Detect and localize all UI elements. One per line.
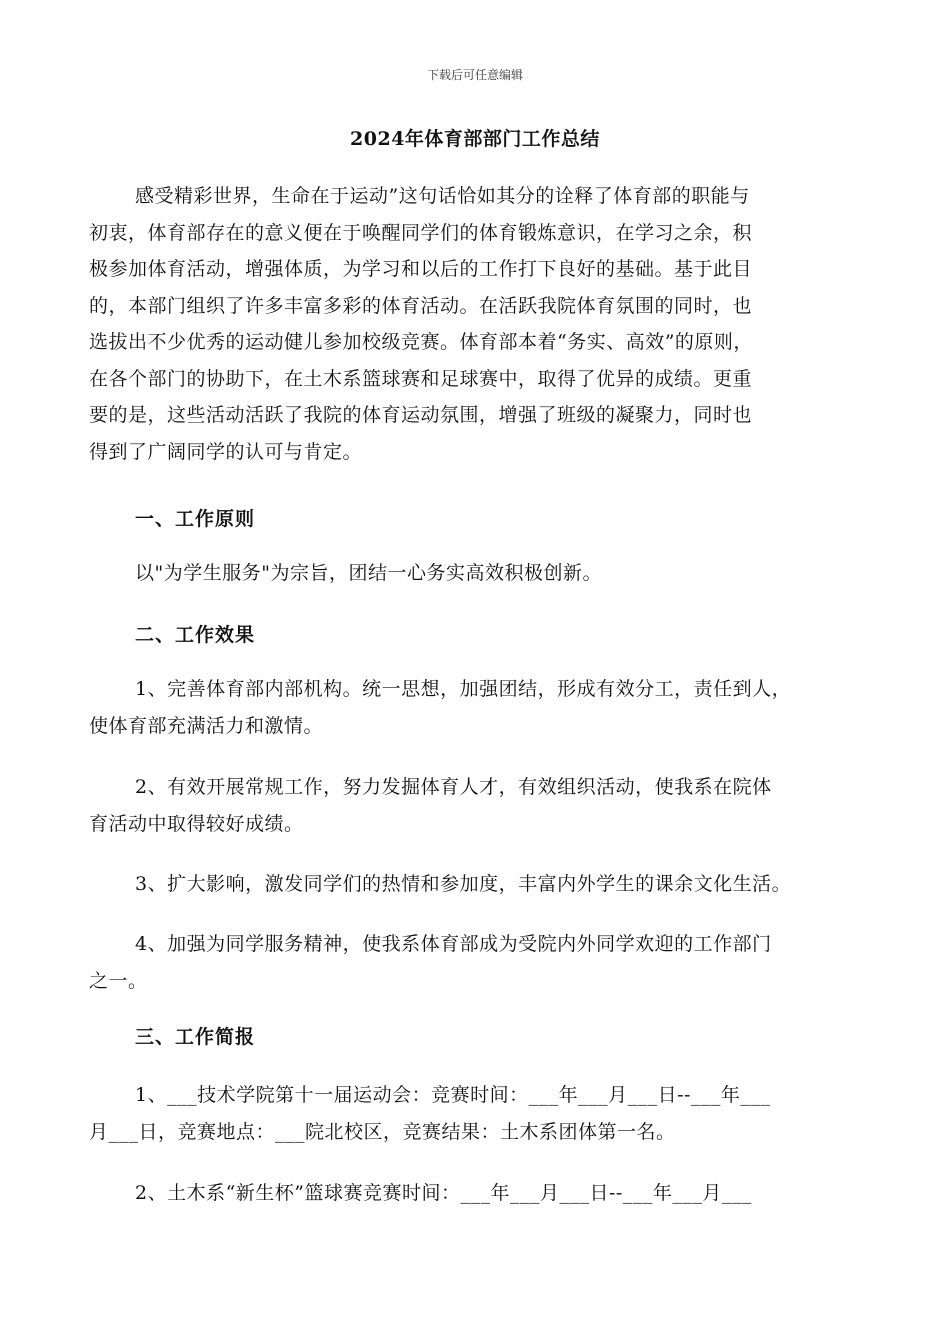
intro-line: 极参加体育活动，增强体质，为学习和以后的工作打下良好的基础。基于此目 bbox=[89, 258, 753, 280]
intro-line: 得到了广阔同学的认可与肯定。 bbox=[89, 440, 363, 463]
intro-line: 初衷，体育部存在的意义便在于唤醒同学们的体育锻炼意识，在学习之余，积 bbox=[89, 221, 753, 244]
section-heading-briefing: 三、工作简报 bbox=[135, 1026, 256, 1048]
intro-line: 感受精彩世界，生命在于运动”这句话恰如其分的诠释了体育部的职能与 bbox=[135, 185, 750, 207]
intro-line: 在各个部门的协助下，在土木系篮球赛和足球赛中，取得了优异的成绩。更重 bbox=[89, 367, 753, 390]
results-item-1: 1、完善体育部内部机构。统一思想，加强团结，形成有效分工，责任到人， 使体育部充满活力和激情。 bbox=[89, 678, 792, 737]
intro-line: 的，本部门组织了许多丰富多彩的体育活动。在活跃我院体育氛围的同时，也 bbox=[89, 294, 753, 317]
intro-line: 要的是，这些活动活跃了我院的体育运动氛围，增强了班级的凝聚力，同时也 bbox=[89, 404, 753, 426]
briefing-item-2: 2、土木系“新生杯”篮球赛竞赛时间：___年___月___日--___年___月___ bbox=[135, 1182, 752, 1204]
results-item-3: 3、扩大影响，激发同学们的热情和参加度，丰富内外学生的课余文化生活。 bbox=[135, 873, 792, 895]
principles-paragraph bbox=[89, 555, 859, 592]
intro-paragraph bbox=[89, 178, 859, 470]
results-item-4: 4、加强为同学服务精神，使我系体育部成为受院内外同学欢迎的工作部门 之一。 bbox=[89, 933, 772, 992]
document-title: 2024年体育部部门工作总结 bbox=[350, 128, 600, 150]
section-heading-principles: 一、工作原则 bbox=[135, 508, 256, 530]
intro-line: 选拔出不少优秀的运动健儿参加校级竞赛。体育部本着“务实、高效”的原则， bbox=[89, 331, 753, 353]
header-note: 下载后可任意编辑 bbox=[426, 68, 523, 82]
principles-text: 以"为学生服务"为宗旨，团结一心务实高效积极创新。 bbox=[135, 562, 602, 584]
results-item-2: 2、有效开展常规工作，努力发掘体育人才，有效组织活动，使我系在院体 育活动中取得较好成绩。 bbox=[89, 776, 772, 835]
section-heading-results: 二、工作效果 bbox=[135, 624, 256, 646]
briefing-item-1: 1、___技术学院第十一届运动会：竞赛时间：___年___月___日--___年___ 月___日，竞赛地点：___院北校区，竞赛结果：土木系团体第一名。 bbox=[89, 1084, 771, 1143]
